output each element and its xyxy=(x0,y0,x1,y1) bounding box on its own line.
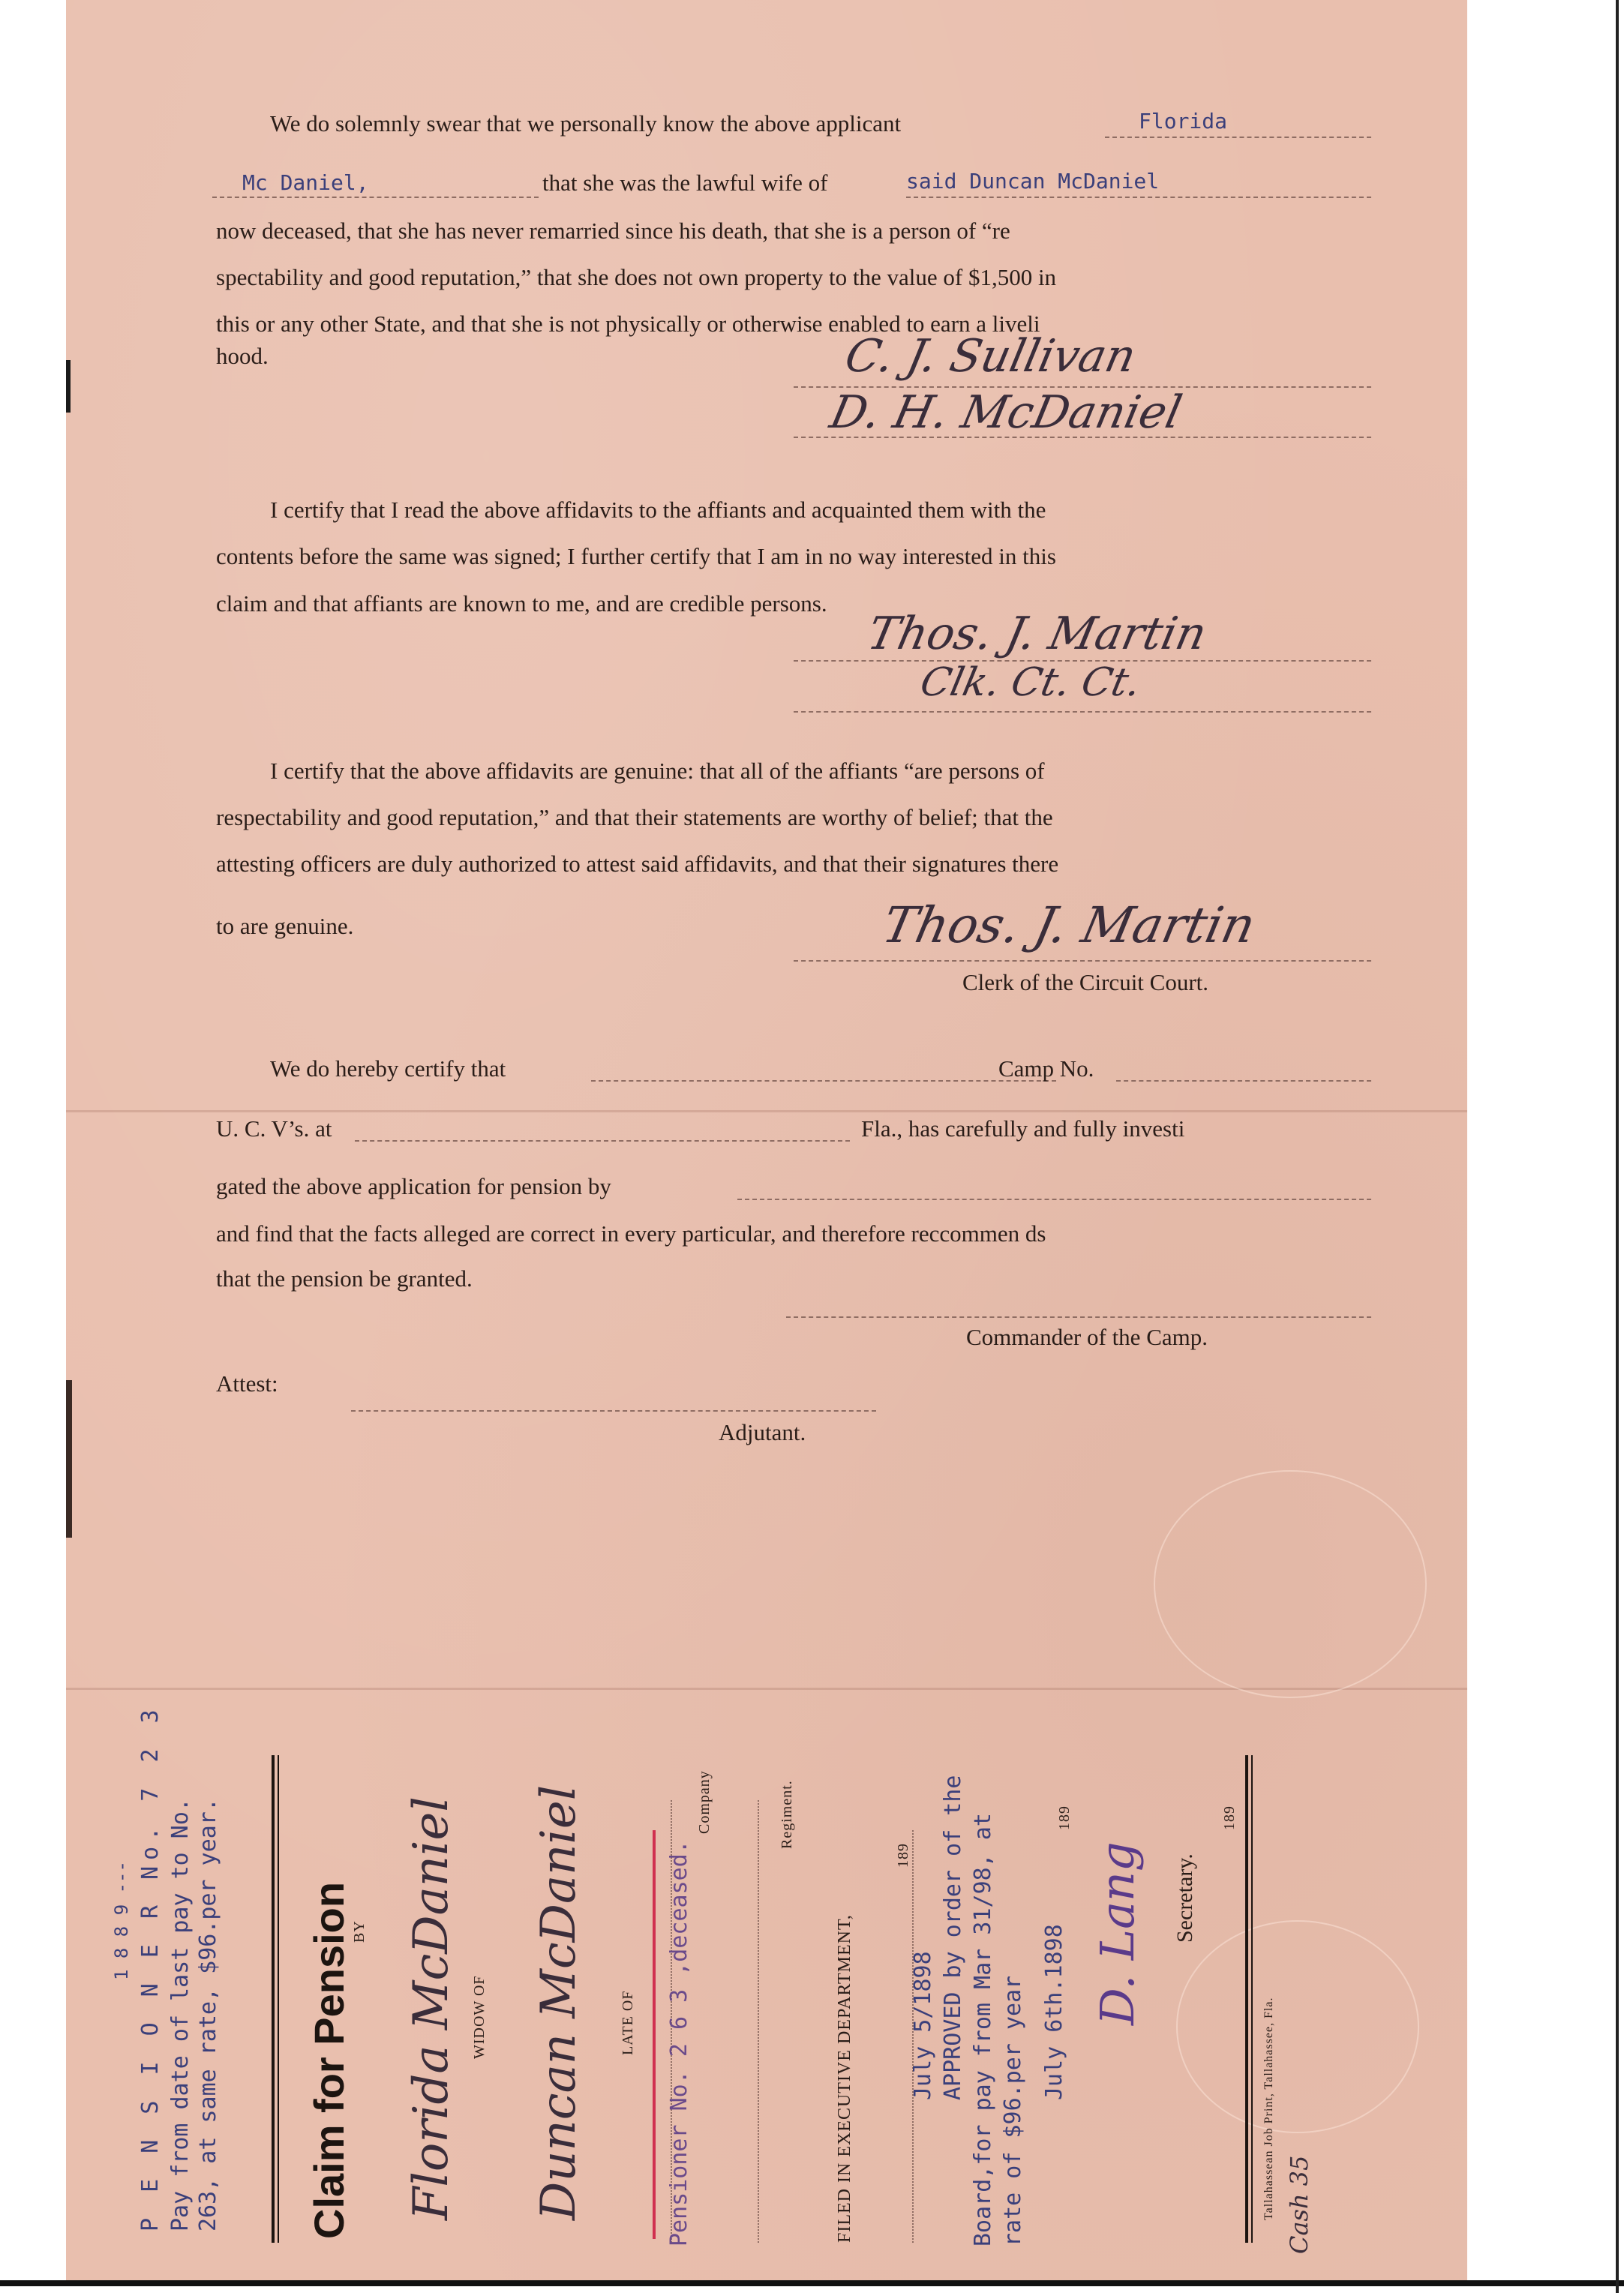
approval-line: Board,for pay from Mar 31/98, at xyxy=(970,1813,996,2246)
clerk-caption: Clerk of the Circuit Court. xyxy=(962,969,1209,995)
pensioner-year: 1 8 8 9 --- xyxy=(111,1861,132,1980)
signature-martin-clerk: Thos. J. Martin xyxy=(877,896,1261,954)
camp-label: Camp No. xyxy=(998,1055,1094,1082)
signature-mcdaniel: D. H. McDaniel xyxy=(825,386,1187,439)
adjutant-caption: Adjutant. xyxy=(719,1419,806,1445)
signature-line xyxy=(351,1410,876,1412)
filed-label: FILED IN EXECUTIVE DEPARTMENT, xyxy=(835,1914,854,2243)
vertical-rule xyxy=(278,1755,279,2243)
secretary-label: Secretary. xyxy=(1172,1853,1197,1943)
signature-florida-mcdaniel: Florida McDaniel xyxy=(404,1796,459,2220)
approval-date: July 6th.1898 xyxy=(1041,1924,1067,2100)
year-label: 189 xyxy=(1056,1805,1073,1830)
affidavit-line: We do solemnly swear that we personally know the above applicant xyxy=(270,110,902,137)
edge-mark xyxy=(66,360,71,413)
affidavit-line: that she was the lawful wife of xyxy=(542,170,828,196)
pay-instruction: 263, at same rate, $96.per year. xyxy=(195,1798,221,2231)
certification-line: to are genuine. xyxy=(216,913,354,939)
pensioner-number: P E N S I O N E R No. 7 2 3 xyxy=(137,1703,164,2231)
scan-border-bottom xyxy=(0,2280,1624,2286)
regiment-label: Regiment. xyxy=(779,1780,795,1849)
fill-line xyxy=(1105,137,1371,138)
affidavit-line: hood. xyxy=(216,343,269,369)
year-label: 189 xyxy=(895,1843,911,1868)
certification-line: I certify that I read the above affidavits to the affiants and acquainted them with the xyxy=(270,497,1046,523)
approval-line: rate of $96.per year xyxy=(1000,1975,1026,2246)
affidavit-line: now deceased, that she has never remarried since his death, that she is a person of “re xyxy=(216,218,1010,244)
signature-clerk-abbrev: Clk. Ct. Ct. xyxy=(916,660,1145,705)
certification-line: respectability and good reputation,” and that their statements are worthy of belief; that the xyxy=(216,804,1053,830)
by-label: BY xyxy=(351,1920,368,1943)
fill-line xyxy=(591,1080,1056,1082)
camp-certification-line: and find that the facts alleged are correct in every particular, and therefore reccommen ds xyxy=(216,1220,1046,1247)
pensioner-deceased: Pensioner No. 2 6 3 ,deceased. xyxy=(666,1840,692,2246)
signature-sullivan: C. J. Sullivan xyxy=(840,330,1141,383)
printer-credit: Tallahassean Job Print, Tallahassee, Fla. xyxy=(1262,1997,1275,2220)
filed-date: July 5/1898 xyxy=(910,1951,936,2100)
camp-certification-line: gated the above application for pension by xyxy=(216,1173,611,1199)
signature-duncan-mcdaniel: Duncan McDaniel xyxy=(531,1784,587,2220)
certification-line: claim and that affiants are known to me, and are credible persons. xyxy=(216,590,827,617)
attest-label: Attest: xyxy=(216,1370,278,1397)
commander-caption: Commander of the Camp. xyxy=(966,1324,1208,1350)
camp-certification-line: that the pension be granted. xyxy=(216,1265,473,1292)
document-page xyxy=(66,0,1467,2280)
signature-line xyxy=(786,1316,1371,1318)
signature-secretary: D. Lang xyxy=(1090,1841,1145,2025)
signature-martin: Thos. J. Martin xyxy=(863,608,1211,660)
camp-certification-line: U. C. V’s. at xyxy=(216,1115,332,1142)
affidavit-line: this or any other State, and that she is not physically or otherwise enabled to earn a liveli xyxy=(216,311,1040,337)
vertical-rule xyxy=(1245,1755,1248,2243)
signature-line xyxy=(794,711,1371,713)
camp-certification-line: Fla., has carefully and fully investi xyxy=(861,1115,1185,1142)
fill-line xyxy=(1116,1080,1371,1082)
fill-line xyxy=(737,1199,1371,1200)
typed-name: Mc Daniel, xyxy=(242,170,369,195)
edge-mark xyxy=(66,1380,72,1538)
fill-line-vertical xyxy=(758,1800,759,2243)
typed-name: Florida xyxy=(1139,109,1228,134)
red-underline xyxy=(653,1830,656,2239)
affidavit-line: spectability and good reputation,” that she does not own property to the value of $1,500 in xyxy=(216,264,1057,290)
approval-line: APPROVED by order of the xyxy=(940,1775,966,2100)
widow-of-label: WIDOW OF xyxy=(471,1975,488,2059)
company-label: Company xyxy=(696,1770,713,1834)
signature-line xyxy=(794,960,1371,962)
late-of-label: LATE OF xyxy=(620,1990,636,2055)
embossed-seal xyxy=(1176,1920,1419,2133)
fill-line xyxy=(906,197,1371,198)
vertical-rule xyxy=(272,1755,275,2243)
certification-line: attesting officers are duly authorized to attest said affidavits, and that their signatures there xyxy=(216,851,1059,877)
year-label: 189 xyxy=(1221,1805,1238,1830)
scan-border-right xyxy=(1616,0,1619,2293)
page-fold xyxy=(66,1110,1467,1112)
corner-note: Cash 35 xyxy=(1285,2155,1313,2254)
fill-line xyxy=(355,1140,850,1142)
vertical-rule xyxy=(1251,1755,1253,2243)
embossed-seal xyxy=(1154,1470,1427,1698)
certification-line: I certify that the above affidavits are genuine: that all of the affiants “are persons of xyxy=(270,758,1045,784)
certification-line: contents before the same was signed; I further certify that I am in no way interested in this xyxy=(216,543,1056,569)
claim-title: Claim for Pension xyxy=(305,1881,353,2239)
pay-instruction: Pay from date of last pay to No. xyxy=(167,1798,194,2231)
typed-name: said Duncan McDaniel xyxy=(906,169,1160,194)
camp-certification-line: We do hereby certify that xyxy=(270,1055,506,1082)
